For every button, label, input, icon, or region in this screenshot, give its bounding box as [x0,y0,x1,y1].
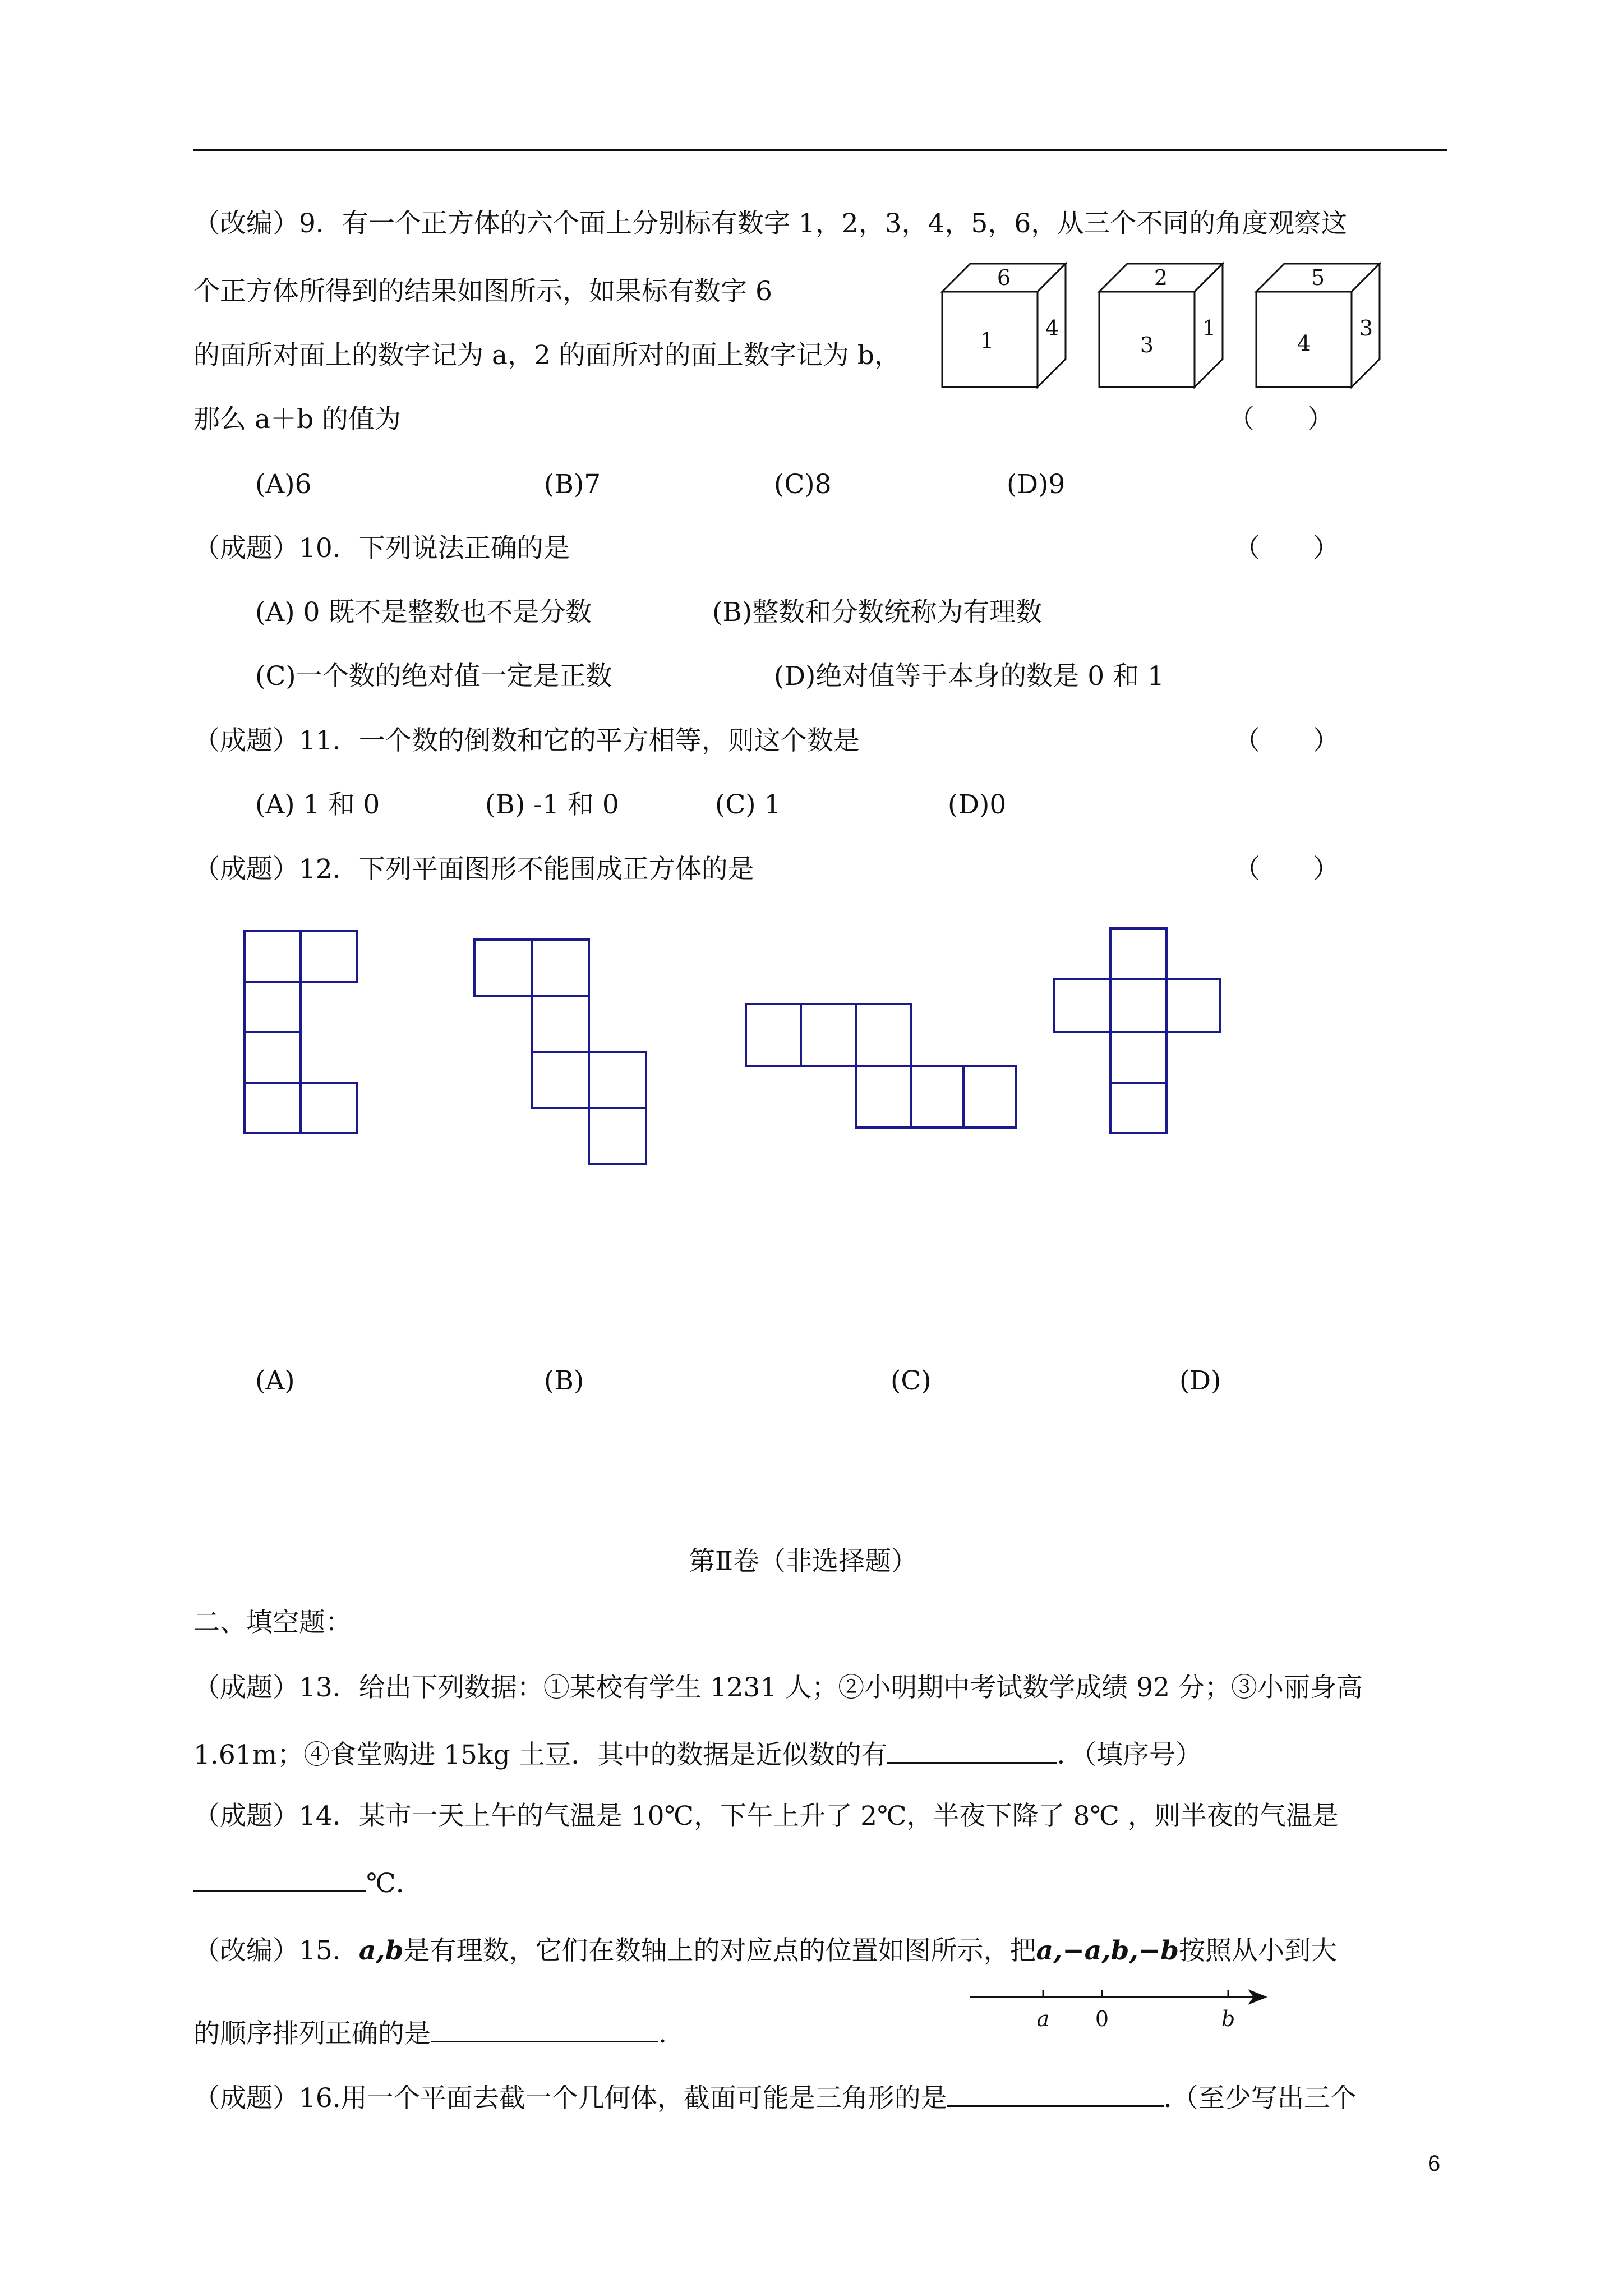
q11-answer-paren: （ ） [1234,725,1339,756]
section-2-heading: 二、填空题： [193,1607,352,1638]
q9-option-a: (A)6 [255,469,312,500]
cube-2-top-label: 2 [1154,265,1168,290]
net-c [746,1004,1016,1128]
cube-3-top-label: 5 [1311,265,1325,290]
q13-line2-text: 1.61m；④食堂购进 15kg 土豆．其中的数据是近似数的有 [193,1740,888,1770]
net-b [474,940,646,1164]
q11-option-b: (B) -1 和 0 [485,789,619,820]
q14-line2 [193,1864,404,1901]
net-a [245,931,357,1133]
q11-stem: （成题）11．一个数的倒数和它的平方相等，则这个数是 [193,725,860,756]
net-d [1054,928,1220,1133]
q9-answer-paren: （ ） [1228,404,1334,435]
q16-suffix: .（至少写出三个 [1163,2083,1357,2114]
cube-2-side-label: 1 [1202,316,1216,341]
q15-vars-list: a,−a,b,−b [1036,1935,1179,1966]
q14-answer-blank[interactable] [193,1864,366,1892]
q12-stem: （成题）12．下列平面图形不能围成正方体的是 [193,854,754,885]
q15-vars-ab: a,b [358,1935,404,1966]
q13-line2-suffix: ．（填序号） [1057,1740,1202,1770]
q9-option-c: (C)8 [774,469,832,500]
q12-label-c: (C) [891,1365,932,1396]
q9-line4: 那么 a＋b 的值为 [193,404,401,435]
q11-option-a: (A) 1 和 0 [255,789,380,820]
q10-answer-paren: （ ） [1234,533,1339,564]
q15-line2-text: 的顺序排列正确的是 [193,2018,431,2049]
q16-line1 [193,2078,1357,2115]
q16-text: （成题）16.用一个平面去截一个几何体，截面可能是三角形的是 [193,2083,947,2114]
q10-stem: （成题）10．下列说法正确的是 [193,533,570,564]
q13-answer-blank[interactable] [887,1735,1057,1764]
q14-line1: （成题）14．某市一天上午的气温是 10℃，下午上升了 2℃，半夜下降了 8℃ ，则半夜的气温是 [193,1801,1339,1832]
q15-suffix: 按照从小到大 [1178,1935,1337,1966]
q10-option-c: (C)一个数的绝对值一定是正数 [255,661,612,692]
q15-line2-suffix: . [658,2018,667,2049]
q10-option-d: (D)绝对值等于本身的数是 0 和 1 [774,661,1164,692]
q9-line2: 个正方体所得到的结果如图所示，如果标有数字 6 [193,276,772,307]
q15-line1 [193,1934,1337,1968]
q16-answer-blank[interactable] [947,2078,1164,2107]
q11-option-c: (C) 1 [715,789,781,820]
cube-1-side-label: 4 [1045,316,1059,341]
number-line-label-zero: 0 [1095,2007,1109,2031]
cube-2-front-label: 3 [1140,333,1154,357]
header-rule [193,149,1447,151]
number-line-label-b: b [1221,2007,1235,2031]
cube-1-front-label: 1 [980,328,994,353]
q15-middle: 是有理数，它们在数轴上的对应点的位置如图所示，把 [403,1935,1036,1966]
q12-label-b: (B) [544,1365,584,1396]
cube-1-top-label: 6 [997,265,1011,290]
q11-option-d: (D)0 [948,789,1007,820]
q9-cube-figures [931,258,1391,398]
q10-option-b: (B)整数和分数统称为有理数 [712,597,1043,628]
q9-option-d: (D)9 [1007,469,1066,500]
q9-line1: （改编）9．有一个正方体的六个面上分别标有数字 1，2，3，4，5，6，从三个不同的角度观察这 [193,208,1348,239]
section-2-title: 第Ⅱ卷（非选择题） [689,1546,917,1577]
q15-answer-blank[interactable] [431,2014,658,2042]
q12-cube-nets [224,920,1279,1167]
cube-3-front-label: 4 [1297,331,1311,356]
q12-label-d: (D) [1179,1365,1221,1396]
q15-number-line [965,1975,1279,2042]
q9-option-b: (B)7 [544,469,601,500]
number-line-label-a: a [1036,2007,1050,2031]
q15-line2 [193,2014,667,2051]
q13-line2 [193,1735,1202,1772]
page-number: 6 [1428,2151,1441,2176]
q10-option-a: (A) 0 既不是整数也不是分数 [255,597,592,628]
cube-3-side-label: 3 [1359,316,1373,341]
q12-answer-paren: （ ） [1234,854,1339,885]
q9-line3: 的面所对面上的数字记为 a，2 的面所对的面上数字记为 b， [193,340,901,371]
q12-label-a: (A) [255,1365,295,1396]
q15-prefix: （改编）15． [193,1935,359,1966]
q13-line1: （成题）13．给出下列数据：①某校有学生 1231 人；②小明期中考试数学成绩 92 分；③小丽身高 [193,1672,1363,1703]
q14-unit: ℃. [366,1868,404,1899]
